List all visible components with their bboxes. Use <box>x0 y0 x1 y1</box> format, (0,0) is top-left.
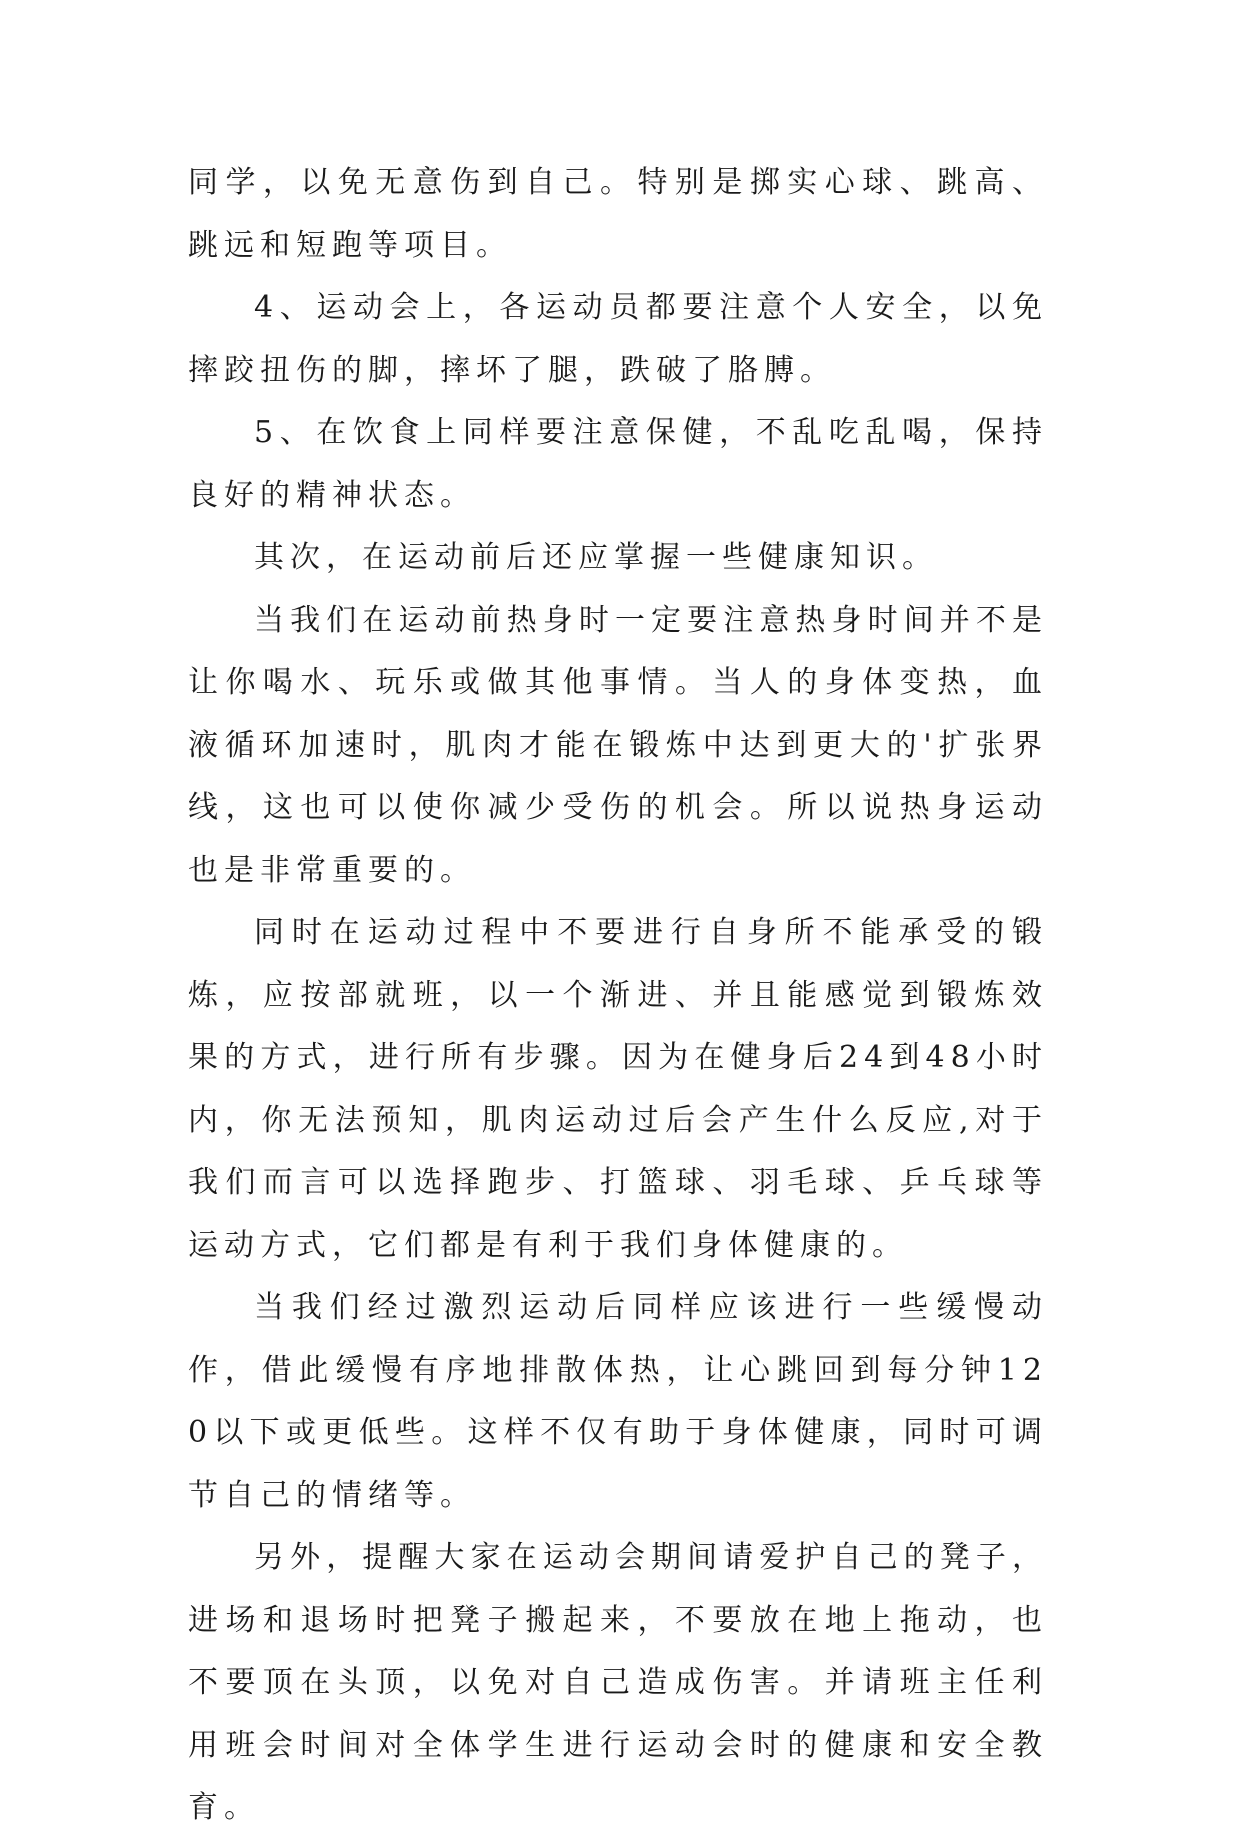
paragraph-5: 当我们在运动前热身时一定要注意热身时间并不是让你喝水、玩乐或做其他事情。当人的身体变热，血液循环加速时，肌肉才能在锻炼中达到更大的'扩张界线，这也可以使你减少受伤的机会。所以说热身运动也是非常重要的。 <box>188 602 1048 888</box>
document-body <box>188 152 1048 1840</box>
paragraph-3: 5、在饮食上同样要注意保健，不乱吃乱喝，保持良好的精神状态。 <box>188 415 1048 513</box>
paragraph-2: 4、运动会上，各运动员都要注意个人安全，以免摔跤扭伤的脚，摔坏了腿，跌破了胳膊。 <box>188 290 1048 388</box>
paragraph-8: 另外，提醒大家在运动会期间请爱护自己的凳子，进场和退场时把凳子搬起来，不要放在地上拖动，也不要顶在头顶，以免对自己造成伤害。并请班主任利用班会时间对全体学生进行运动会时的健康和安全教育。 <box>188 1540 1048 1825</box>
paragraph-1: 同学，以免无意伤到自己。特别是掷实心球、跳高、跳远和短跑等项目。 <box>188 165 1048 263</box>
paragraph-6: 同时在运动过程中不要进行自身所不能承受的锻炼，应按部就班，以一个渐进、并且能感觉到锻炼效果的方式，进行所有步骤。因为在健身后24到48小时内，你无法预知，肌肉运动过后会产生什么反应,对于我们而言可以选择跑步、打篮球、羽毛球、乒乓球等运动方式，它们都是有利于我们身体健康的。 <box>188 915 1048 1263</box>
paragraph-7: 当我们经过激烈运动后同样应该进行一些缓慢动作，借此缓慢有序地排散体热，让心跳回到每分钟120以下或更低些。这样不仅有助于身体健康，同时可调节自己的情绪等。 <box>188 1290 1048 1513</box>
paragraph-4: 其次，在运动前后还应掌握一些健康知识。 <box>254 540 938 575</box>
